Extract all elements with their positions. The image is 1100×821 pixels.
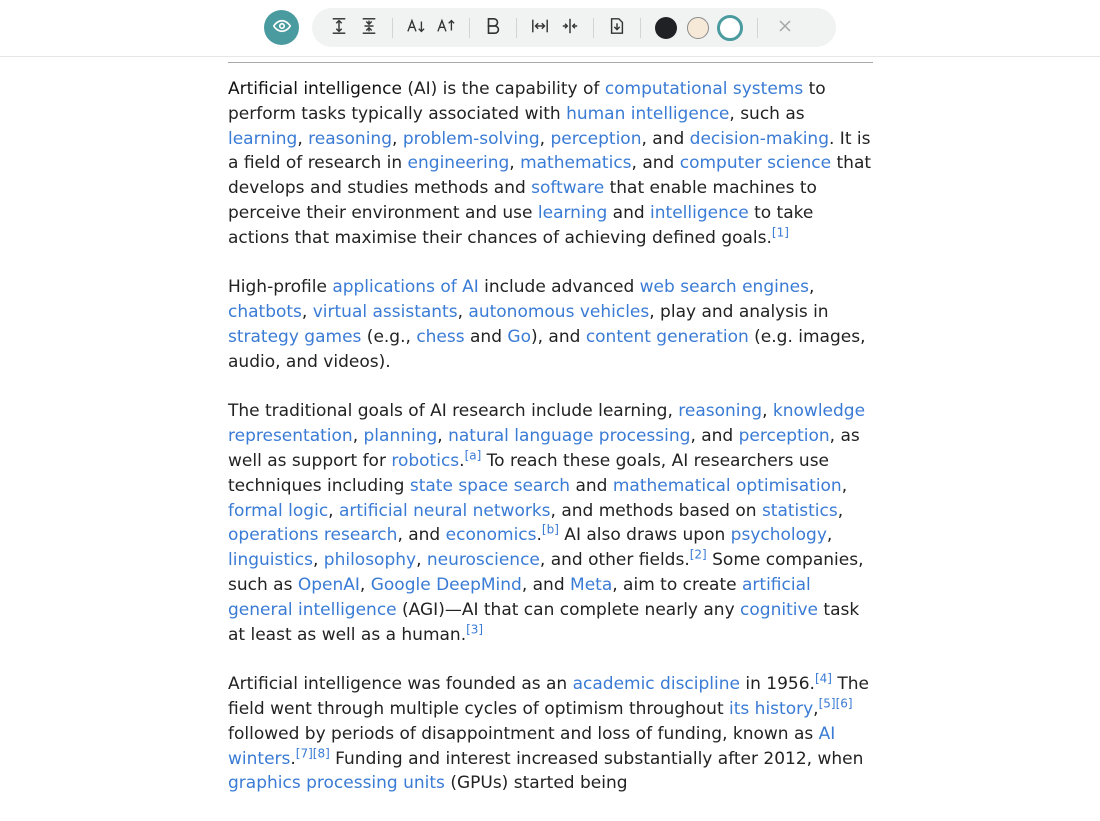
citation-link-text[interactable]: [2] [689,547,707,562]
article-text: , as well as support for [228,426,860,471]
reader-toolbar [0,0,1100,57]
article-text: , and [521,574,571,595]
citation-link[interactable] [542,523,559,537]
article-text: , and [690,426,739,447]
article-text: , [813,698,819,719]
eye-icon [273,17,291,39]
article-text: , [539,128,551,149]
article-text: To reach these goals, AI researchers use techniques including [228,450,830,496]
article-paragraph [228,77,873,251]
increase-line-height-button[interactable] [324,13,354,43]
article-term: Artificial intelligence [228,79,402,99]
citation-link-text[interactable]: [6] [835,696,853,711]
article-text: , [359,574,371,595]
article-text: , and methods based on [550,500,762,521]
article-text: , aim to create [612,574,742,595]
article-link[interactable]: computational systems [604,79,804,99]
article-link[interactable]: state space search [409,475,571,496]
narrow-content-button[interactable] [555,13,585,43]
article-text: . [536,525,542,546]
article-text: , [837,500,844,521]
article-link[interactable]: philosophy [323,550,417,571]
article-text: , [437,426,449,447]
article-link[interactable]: neuroscience [426,550,540,571]
article-link[interactable]: operations research [228,525,398,546]
article-text: , and [631,153,680,174]
article-link[interactable]: autonomous vehicles [468,302,650,323]
article-text: The traditional goals of AI research include learning, [228,401,679,422]
article-link[interactable]: perception [738,426,830,447]
reader-view-button[interactable] [264,10,299,45]
close-reader-button[interactable] [770,13,800,43]
font-size-increase-icon [436,17,456,39]
toolbar-divider [469,18,470,38]
citation-link-text[interactable]: [7] [295,745,313,760]
bold-icon [485,17,501,39]
increase-font-size-button[interactable] [431,13,461,43]
article-text: AI also draws upon [558,525,731,546]
article-text: High-profile [228,277,333,298]
width-decrease-icon [561,17,579,39]
article-text: and [570,475,613,496]
article-body [228,77,873,821]
article-text: , [328,500,339,521]
article-link[interactable]: formal logic [228,500,329,521]
article-link[interactable]: perception [550,128,642,149]
citation-link[interactable] [466,622,483,636]
article-text: , and [641,128,690,149]
article-link[interactable]: learning [228,128,298,149]
citation-link-text[interactable]: [5] [818,696,836,711]
article-link[interactable]: graphics processing units [228,773,445,794]
article-text: , [392,128,403,149]
article-text: , [457,302,469,323]
article-link[interactable]: strategy games [228,326,362,347]
article-paragraph [228,672,873,796]
article-text: . It is a field of research in [228,128,871,174]
decrease-line-height-button[interactable] [354,13,384,43]
article-text: Artificial intelligence was founded as an [228,674,573,695]
toolbar-divider [593,18,594,38]
article-link[interactable]: linguistics [228,550,313,571]
article-text: to perform tasks typically associated with [228,79,826,124]
article-text: . [459,450,465,471]
article-text: , [762,401,773,422]
article-text: (GPUs) started being [444,773,628,794]
article-link[interactable]: human intelligence [566,103,730,124]
article-link[interactable]: mathematics [520,153,632,174]
article-link[interactable]: Meta [570,574,613,595]
citation-link[interactable] [690,547,707,561]
widen-content-button[interactable] [525,13,555,43]
article-link[interactable]: chess [416,326,465,347]
article-link[interactable]: intelligence [650,202,749,223]
sepia-theme-swatch[interactable] [687,17,709,39]
article-text: , [841,475,848,496]
article-link[interactable]: content generation [585,326,749,347]
article-link[interactable]: decision-making [689,128,829,149]
article-text: , [416,550,427,571]
citation-link[interactable] [296,746,313,760]
citation-link[interactable] [465,448,482,462]
article-link[interactable]: planning [363,426,438,447]
font-size-decrease-icon [406,17,426,39]
article-text: Some companies, such as [228,550,864,595]
article-link[interactable]: AI winters [228,723,836,769]
article-link[interactable]: chatbots [228,302,302,323]
article-link[interactable]: artificial general intelligence [228,574,811,620]
article-link[interactable]: reasoning [308,128,392,149]
article-link[interactable]: computer science [679,153,832,174]
article-text: , and [397,525,446,546]
article-text: (e.g., [361,326,417,347]
reader-controls [312,8,836,47]
article-link[interactable]: OpenAI [297,574,360,595]
line-height-decrease-icon [360,17,378,39]
article-link[interactable]: problem-solving [402,128,540,149]
save-button[interactable] [602,13,632,43]
citation-link[interactable] [836,696,853,710]
article-text: , [312,550,324,571]
article-paragraph [228,399,873,647]
toolbar-divider [757,18,758,38]
article-text: and [464,326,508,347]
article-text: that enable machines to perceive their environment and use [228,178,817,223]
article-text: , [352,426,364,447]
download-icon [609,17,625,39]
article-link[interactable]: Google DeepMind [370,574,522,595]
citation-link-text[interactable]: [4] [814,671,832,686]
article-text: task at least as well as a human. [228,599,860,645]
article-link[interactable]: artificial neural networks [338,500,551,521]
article-text: , [301,302,313,323]
article-link[interactable]: virtual assistants [312,302,458,323]
article-text: (e.g. images, audio, and videos). [228,326,866,372]
article-link[interactable]: mathematical optimisation [612,475,842,496]
article-text: ), and [530,326,586,347]
article-link[interactable]: economics [445,525,537,546]
citation-link-text[interactable]: [a] [464,448,482,463]
article-link[interactable]: engineering [407,153,510,174]
dark-theme-swatch[interactable] [655,17,677,39]
article-link[interactable]: robotics [391,450,460,471]
article-text: , such as [729,103,805,124]
article-link[interactable]: software [531,178,605,199]
article-text: and [607,202,651,223]
citation-link[interactable] [772,225,789,239]
article-text: to take actions that maximise their chances of achieving defined goals. [228,202,814,248]
article-text: . [290,748,296,769]
citation-link-text[interactable]: [8] [312,745,330,760]
citation-link-text[interactable]: [1] [771,225,789,240]
article-link[interactable]: cognitive [740,599,818,620]
close-icon [778,18,792,37]
article-text: , [297,128,309,149]
article-link[interactable]: applications of AI [332,277,479,298]
article-paragraph [228,275,873,374]
article-link[interactable]: natural language processing [448,426,691,447]
article-divider [228,62,873,63]
article-text: include advanced [478,277,640,298]
article-text: followed by periods of disappointment and loss of funding, known as [228,723,819,744]
article-text: Funding and interest increased substantially after 2012, when [329,748,864,769]
citation-link[interactable] [819,696,836,710]
width-increase-icon [531,17,549,39]
toolbar-divider [516,18,517,38]
article-text: (AGI)—AI that can complete nearly any [396,599,741,620]
citation-link-text[interactable]: [b] [541,522,559,537]
article-link[interactable]: Go [507,326,531,347]
article-link[interactable]: statistics [761,500,838,521]
article-link[interactable]: learning [537,202,608,223]
line-height-increase-icon [330,17,348,39]
article-text: that develops and studies methods and [228,153,872,199]
light-theme-swatch[interactable] [717,15,743,41]
article-text: , [509,153,521,174]
article-text: The field went through multiple cycles of optimism throughout [228,674,869,719]
article-link[interactable]: psychology [730,525,827,546]
bold-button[interactable] [478,13,508,43]
decrease-font-size-button[interactable] [401,13,431,43]
citation-link[interactable] [313,746,330,760]
toolbar-divider [640,18,641,38]
article-text: (AI) is the capability of [401,79,605,99]
article-text: in 1956. [739,674,815,695]
article-text: , [808,277,815,298]
article-link[interactable]: knowledge representation [228,401,866,447]
citation-link[interactable] [815,671,832,685]
article-link[interactable]: reasoning [678,401,763,422]
article-text: , play and analysis in [649,302,829,323]
toolbar-divider [392,18,393,38]
article-link[interactable]: web search engines [639,277,809,298]
citation-link-text[interactable]: [3] [466,621,484,636]
article-text: , [826,525,833,546]
article-link[interactable]: its history [729,698,814,719]
article-text: , and other fields. [539,550,690,571]
article-link[interactable]: academic discipline [572,674,740,695]
